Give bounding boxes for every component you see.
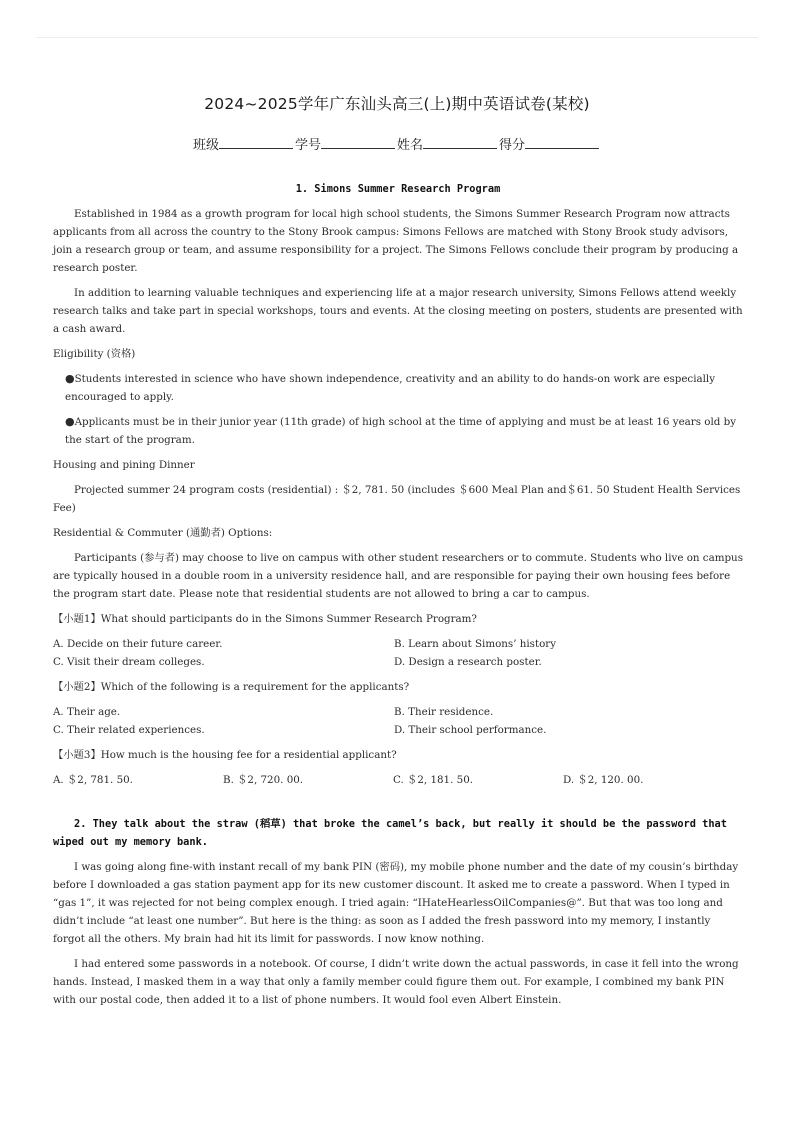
question-2-options bbox=[53, 703, 743, 739]
top-divider bbox=[36, 37, 758, 38]
question-1-options bbox=[53, 635, 743, 671]
question-3: 【小题3】How much is the housing fee for a residential applicant? bbox=[53, 749, 397, 761]
question-2-option-a[interactable]: A. Their age. bbox=[53, 706, 121, 718]
question-3-option-b[interactable]: B. ＄2, 720. 00. bbox=[223, 774, 304, 786]
question-2-option-c[interactable]: C. Their related experiences. bbox=[53, 724, 205, 736]
question-2-option-d[interactable]: D. Their school performance. bbox=[394, 724, 547, 736]
housing-label: Housing and pining Dinner bbox=[53, 459, 195, 471]
eligibility-bullet-1: ●Students interested in science who have shown independence, creativity and an ability to do hands-on work are especially encouraged to apply. bbox=[65, 372, 716, 403]
question-2: 【小题2】Which of the following is a requirement for the applicants? bbox=[53, 681, 410, 693]
eligibility-label: Eligibility (资格) bbox=[53, 348, 136, 360]
name-field[interactable]: 姓名 bbox=[397, 134, 499, 153]
question-1: 【小题1】What should participants do in the Simons Summer Research Program? bbox=[53, 613, 477, 625]
page-title: 2024~2025学年广东汕头高三(上)期中英语试卷(某校) bbox=[204, 95, 590, 113]
question-3-option-a[interactable]: A. ＄2, 781. 50. bbox=[53, 774, 133, 786]
section-1-paragraph-2: In addition to learning valuable techniques and experiencing life at a major research university, Simons Fellows attend weekly research talks and take part in special workshops, tours and events. At the closing meeting on posters, students are presented with a cash award. bbox=[53, 287, 743, 335]
housing-text: Projected summer 24 program costs (residential) : ＄2, 781. 50 (includes ＄600 Meal Plan and＄61. 50 Student Health Services Fee) bbox=[53, 484, 741, 514]
section-1-heading: 1. Simons Summer Research Program bbox=[295, 183, 501, 195]
question-3-option-c[interactable]: C. ＄2, 181. 50. bbox=[393, 774, 474, 786]
residential-label: Residential & Commuter (通勤者) Options: bbox=[53, 527, 273, 539]
question-1-option-d[interactable]: D. Design a research poster. bbox=[394, 656, 542, 668]
question-1-option-a[interactable]: A. Decide on their future career. bbox=[53, 638, 223, 650]
student-info-line bbox=[0, 134, 794, 153]
bullet-icon: ● bbox=[65, 415, 75, 428]
class-field[interactable]: 班级 bbox=[193, 134, 295, 153]
score-field[interactable]: 得分 bbox=[499, 134, 601, 153]
question-3-options bbox=[53, 771, 743, 789]
question-1-option-b[interactable]: B. Learn about Simons’ history bbox=[394, 638, 557, 650]
section-1-paragraph-1: Established in 1984 as a growth program for local high school students, the Simons Summer Research Program now attracts applicants from all across the country to the Stony Brook campus: Simons Fellows are matched with Stony Brook study advisors, join a research group or team, and assume responsibility for a project. The Simons Fellows conclude their program by producing a research poster. bbox=[53, 208, 739, 274]
student-number-field[interactable]: 学号 bbox=[295, 134, 397, 153]
exam-content bbox=[53, 180, 743, 1016]
eligibility-bullet-2: ●Applicants must be in their junior year (11th grade) of high school at the time of applying and must be at least 16 years old by the start of the program. bbox=[65, 415, 737, 446]
question-3-option-d[interactable]: D. ＄2, 120. 00. bbox=[563, 774, 644, 786]
section-2-heading: 2. They talk about the straw (稻草) that broke the camel’s back, but really it should be the password that wiped out my memory bank. bbox=[53, 818, 727, 848]
residential-text: Participants (参与者) may choose to live on campus with other student researchers or to commute. Students who live on campus are typically housed in a double room in a university residence hall, and are responsible for paying their own housing fees before the program start date. Please note that residential students are not allowed to bring a car to campus. bbox=[53, 552, 743, 600]
section-2-paragraph-1: I was going along fine-with instant recall of my bank PIN (密码), my mobile phone number and the date of my cousin’s birthday before I downloaded a gas station payment app for its new customer discount. It asked me to create a password. When I typed in “gas 1”, it was rejected for not being complex enough. I tried again: “IHateHearlessOilCompanies@”. But that was too long and didn’t include “at least one number”. But here is the thing: as soon as I added the fresh password into my memory, I instantly forgot all the others. My brain had hit its limit for passwords. I now know nothing. bbox=[53, 861, 739, 945]
question-2-option-b[interactable]: B. Their residence. bbox=[394, 706, 494, 718]
bullet-icon: ● bbox=[65, 372, 75, 385]
question-1-option-c[interactable]: C. Visit their dream colleges. bbox=[53, 656, 205, 668]
section-2-paragraph-2: I had entered some passwords in a notebook. Of course, I didn’t write down the actual passwords, in case it fell into the wrong hands. Instead, I masked them in a way that only a family member could figure them out. For example, I combined my bank PIN with our postal code, then added it to a list of phone numbers. It would fool even Albert Einstein. bbox=[53, 958, 739, 1006]
